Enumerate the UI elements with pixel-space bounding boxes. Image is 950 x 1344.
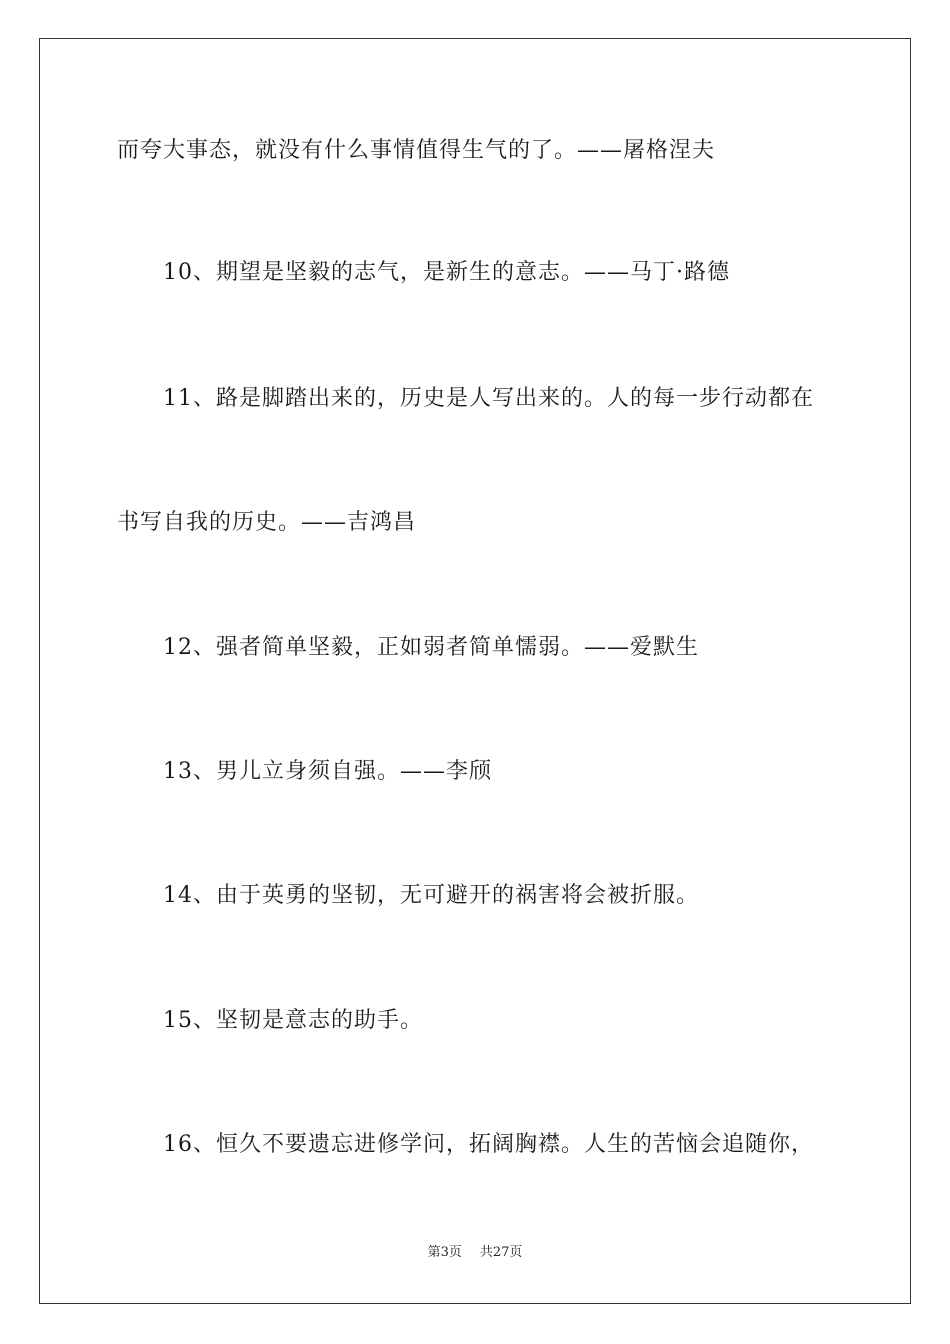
text-line-7: 14、由于英勇的坚韧，无可避开的祸害将会被折服。: [163, 883, 699, 908]
text-line-6: 13、男儿立身须自强。——李颀: [163, 759, 492, 784]
page-number: 第3页: [427, 1245, 462, 1260]
text-line-3: 11、路是脚踏出来的，历史是人写出来的。人的每一步行动都在: [163, 386, 814, 411]
page-total: 共27页: [479, 1245, 523, 1260]
text-line-8: 15、坚韧是意志的助手。: [163, 1008, 423, 1033]
text-line-9: 16、恒久不要遗忘进修学问，拓阔胸襟。人生的苦恼会追随你，: [163, 1132, 814, 1157]
text-line-4: 书写自我的历史。——吉鸿昌: [117, 510, 417, 535]
page-footer: [0, 1244, 950, 1262]
text-line-2: 10、期望是坚毅的志气，是新生的意志。——马丁·路德: [163, 260, 730, 285]
text-line-1: 而夸大事态，就没有什么事情值得生气的了。——屠格涅夫: [117, 138, 716, 163]
text-line-5: 12、强者简单坚毅，正如弱者简单懦弱。——爱默生: [163, 635, 699, 660]
page-border: [39, 38, 911, 1304]
